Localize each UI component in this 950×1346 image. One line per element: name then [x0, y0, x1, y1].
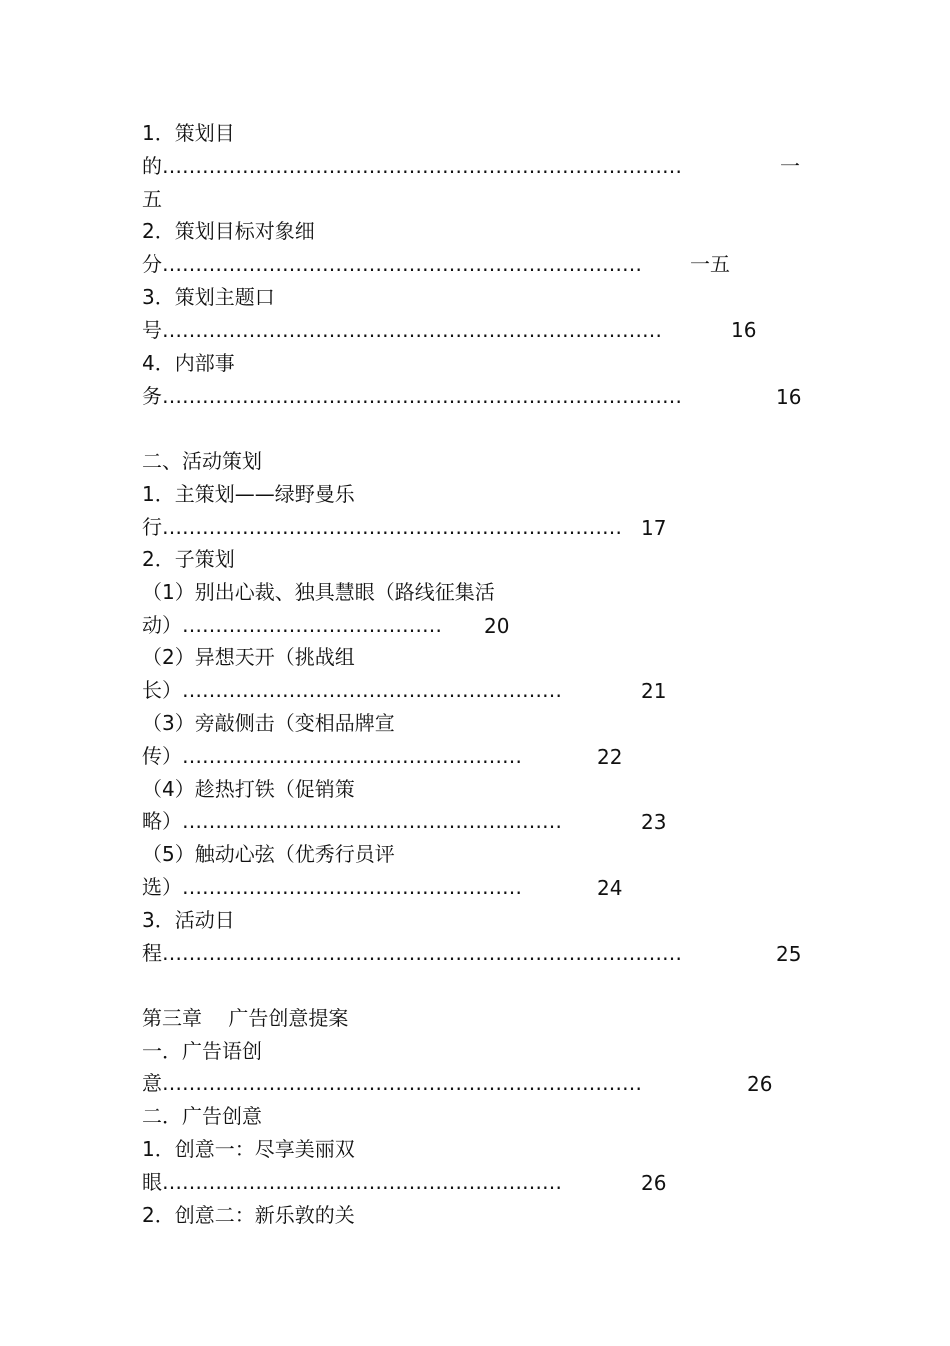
toc-s2-sub-4-title: （4）趁热打铁（促销策 [142, 777, 355, 801]
toc-s2-sub-4-leader: 略）………………………………………………… [142, 809, 562, 833]
toc-s3-a1-page: 26 [747, 1072, 773, 1096]
toc-s2-sub-3-leader: 传）…………………………………………… [142, 744, 522, 768]
toc-s3-a1-title: 一．广告语创 [142, 1039, 262, 1063]
toc-s3-a2-title: 二．广告创意 [142, 1104, 262, 1128]
toc-s2-sub-4-page: 23 [641, 810, 667, 834]
toc-s3-c1-title: 1．创意一：尽享美丽双 [142, 1137, 355, 1161]
toc-item-1-title: 1．策划目 [142, 121, 235, 145]
toc-item-2-leader: 分……………………………………………………………… [142, 252, 642, 276]
toc-item-1-page-cont: 五 [142, 187, 162, 211]
toc-s2-sub-3-title: （3）旁敲侧击（变相品牌宣 [142, 711, 395, 735]
toc-s2-sub-2-page: 21 [641, 679, 667, 703]
toc-s2-item-1-page: 17 [641, 516, 667, 540]
toc-s2-item-3-title: 3．活动日 [142, 908, 235, 932]
toc-item-4-leader: 务…………………………………………………………………… [142, 384, 682, 408]
toc-item-2-title: 2．策划目标对象细 [142, 219, 315, 243]
toc-s2-sub-5-title: （5）触动心弦（优秀行员评 [142, 842, 395, 866]
toc-item-4-title: 4．内部事 [142, 351, 235, 375]
toc-item-4-page: 16 [776, 385, 802, 409]
toc-s2-sub-3-page: 22 [597, 745, 623, 769]
toc-s2-sub-1-leader: 动）………………………………… [142, 613, 442, 637]
toc-s2-item-3-leader: 程…………………………………………………………………… [142, 941, 682, 965]
toc-s3-c1-page: 26 [641, 1171, 667, 1195]
toc-item-3-page: 16 [731, 318, 757, 342]
toc-item-2-page: 一五 [690, 252, 730, 276]
toc-s3-c1-leader: 眼…………………………………………………… [142, 1170, 562, 1194]
toc-item-1-leader: 的…………………………………………………………………… [142, 154, 682, 178]
toc-s3-c2-title: 2．创意二：新乐敦的关 [142, 1203, 355, 1227]
toc-section-2-heading: 二、活动策划 [142, 449, 262, 473]
toc-s2-sub-2-leader: 长）………………………………………………… [142, 678, 562, 702]
toc-item-1-page: 一 [780, 154, 800, 178]
toc-s2-sub-1-page: 20 [484, 614, 510, 638]
toc-s2-item-2-title: 2．子策划 [142, 547, 235, 571]
toc-s2-item-3-page: 25 [776, 942, 802, 966]
toc-s2-sub-5-page: 24 [597, 876, 623, 900]
toc-s2-item-1-leader: 行…………………………………………………………… [142, 515, 622, 539]
toc-item-3-leader: 号………………………………………………………………… [142, 318, 662, 342]
toc-s2-sub-1-title: （1）别出心裁、独具慧眼（路线征集活 [142, 580, 495, 604]
toc-s3-a1-leader: 意……………………………………………………………… [142, 1071, 642, 1095]
toc-section-3-heading: 第三章 广告创意提案 [142, 1006, 349, 1030]
toc-s2-item-1-title: 1．主策划——绿野曼乐 [142, 482, 355, 506]
toc-item-3-title: 3．策划主题口 [142, 285, 275, 309]
toc-s2-sub-2-title: （2）异想天开（挑战组 [142, 645, 355, 669]
toc-s2-sub-5-leader: 选）…………………………………………… [142, 875, 522, 899]
